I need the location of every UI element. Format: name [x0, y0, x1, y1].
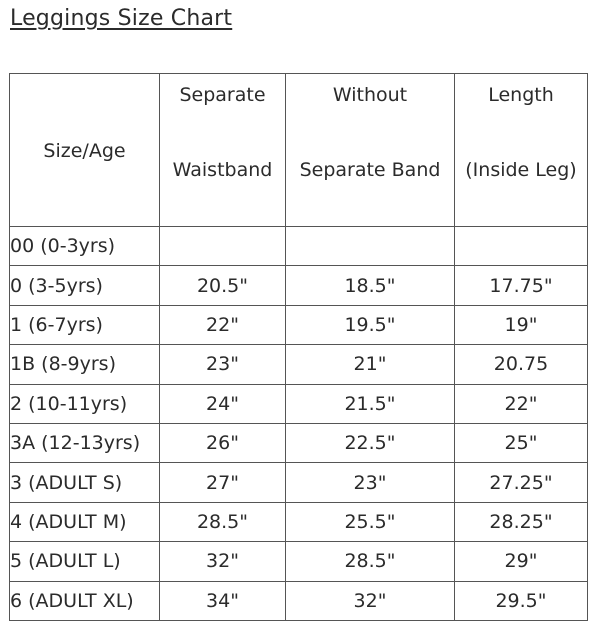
length-inside-leg-cell: 27.25": [455, 463, 588, 502]
size-cell: 00 (0-3yrs): [10, 227, 160, 266]
header-length-line2: (Inside Leg): [465, 159, 577, 181]
separate-waistband-cell: 22": [160, 305, 286, 344]
header-without-separate-band-line2: Separate Band: [299, 159, 441, 181]
separate-waistband-cell: [160, 227, 286, 266]
header-without-separate-band-line1: Without: [332, 84, 408, 106]
table-row: [10, 227, 588, 266]
length-inside-leg-cell: 22": [455, 384, 588, 423]
length-inside-leg-cell: 29": [455, 542, 588, 581]
size-cell: 1 (6-7yrs): [10, 305, 160, 344]
size-chart-table: [9, 73, 588, 621]
separate-waistband-cell: 27": [160, 463, 286, 502]
without-separate-band-cell: 28.5": [286, 542, 455, 581]
table-row: [10, 305, 588, 344]
separate-waistband-cell: 26": [160, 423, 286, 462]
without-separate-band-cell: 18.5": [286, 266, 455, 305]
separate-waistband-cell: 34": [160, 581, 286, 620]
header-without-separate-band: [286, 74, 455, 227]
header-length-inside-leg: [455, 74, 588, 227]
table-header-row: [10, 74, 588, 227]
size-cell: 1B (8-9yrs): [10, 345, 160, 384]
length-inside-leg-cell: 17.75": [455, 266, 588, 305]
table-row: [10, 502, 588, 541]
without-separate-band-cell: 19.5": [286, 305, 455, 344]
header-size-age: [10, 74, 160, 227]
separate-waistband-cell: 24": [160, 384, 286, 423]
size-cell: 0 (3-5yrs): [10, 266, 160, 305]
header-length-line1: Length: [488, 84, 554, 106]
length-inside-leg-cell: 25": [455, 423, 588, 462]
length-inside-leg-cell: 28.25": [455, 502, 588, 541]
separate-waistband-cell: 20.5": [160, 266, 286, 305]
length-inside-leg-cell: [455, 227, 588, 266]
header-separate-waistband: [160, 74, 286, 227]
length-inside-leg-cell: 20.75: [455, 345, 588, 384]
without-separate-band-cell: [286, 227, 455, 266]
size-cell: 5 (ADULT L): [10, 542, 160, 581]
separate-waistband-cell: 32": [160, 542, 286, 581]
length-inside-leg-cell: 19": [455, 305, 588, 344]
size-cell: 3A (12-13yrs): [10, 423, 160, 462]
table-row: [10, 581, 588, 620]
header-separate-waistband-line2: Waistband: [172, 159, 273, 181]
without-separate-band-cell: 32": [286, 581, 455, 620]
table-row: [10, 345, 588, 384]
header-size-age-label: Size/Age: [43, 140, 126, 162]
table-row: [10, 384, 588, 423]
separate-waistband-cell: 28.5": [160, 502, 286, 541]
without-separate-band-cell: 21.5": [286, 384, 455, 423]
table-row: [10, 423, 588, 462]
without-separate-band-cell: 25.5": [286, 502, 455, 541]
header-separate-waistband-line1: Separate: [179, 84, 266, 106]
size-cell: 3 (ADULT S): [10, 463, 160, 502]
size-cell: 4 (ADULT M): [10, 502, 160, 541]
length-inside-leg-cell: 29.5": [455, 581, 588, 620]
page-title: Leggings Size Chart: [10, 6, 233, 31]
table-row: [10, 266, 588, 305]
without-separate-band-cell: 23": [286, 463, 455, 502]
separate-waistband-cell: 23": [160, 345, 286, 384]
table-row: [10, 542, 588, 581]
size-cell: 6 (ADULT XL): [10, 581, 160, 620]
without-separate-band-cell: 21": [286, 345, 455, 384]
size-cell: 2 (10-11yrs): [10, 384, 160, 423]
without-separate-band-cell: 22.5": [286, 423, 455, 462]
table-row: [10, 463, 588, 502]
